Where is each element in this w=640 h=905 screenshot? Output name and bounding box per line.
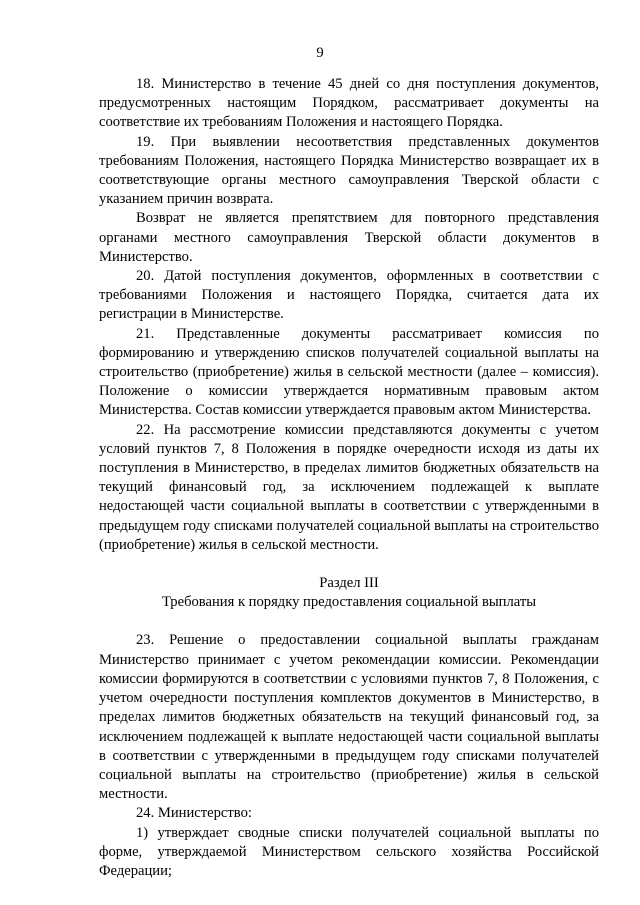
page-number: 9: [316, 45, 324, 61]
paragraph-19: 19. При выявлении несоответствия представленных документов требованиям Положения, настоящего Порядка Министерство возвращает их в соответствующие органы местного самоуправления Тверской области с указанием причин возврата.: [99, 133, 599, 208]
paragraph-20: 20. Датой поступления документов, оформленных в соответствии с требованиями Положения и настоящего Порядка, считается дата их регистрации в Министерстве.: [99, 268, 599, 323]
document-body: [99, 75, 599, 881]
section-title: Требования к порядку предоставления социальной выплаты: [161, 594, 537, 611]
paragraph-22: 22. На рассмотрение комиссии представляются документы с учетом условий пунктов 7, 8 Положения в порядке очередности исходя из даты их поступления в Министерство, в пределах лимитов бюджетных обязательств на текущий финансовый год, за исключением подлежащей к выплате недостающей части социальной выплаты в соответствии с утвержденными в предыдущем году списками получателей социальной выплаты на строительство (приобретение) жилья в сельской местности.: [99, 421, 599, 553]
paragraph-21: 21. Представленные документы рассматривает комиссия по формированию и утверждению списков получателей социальной выплаты на строительство (приобретение) жилья в сельской местности (далее – комиссия). Положение о комиссии утверждается нормативным правовым актом Министерства. Состав комиссии утверждается правовым актом Министерства.: [99, 325, 599, 419]
section-number: Раздел III: [319, 575, 379, 592]
paragraph-23: 23. Решение о предоставлении социальной выплаты гражданам Министерство принимает с учетом рекомендации комиссии. Рекомендации комиссии формируются в соответствии с условиями пунктов 7, 8 Положения, с учетом очередности поступления комплектов документов в Министерство, в пределах лимитов бюджетных обязательств на текущий финансовый год, за исключением подлежащей к выплате недостающей части социальной выплаты в соответствии с утвержденными в предыдущем году списками получателей социальной выплаты на строительство (приобретение) жилья в сельской местности.: [99, 632, 599, 803]
paragraph-18: 18. Министерство в течение 45 дней со дня поступления документов, предусмотренных настоящим Порядком, рассматривает документы на соответствие их требованиям Положения и настоящего Порядка.: [99, 76, 599, 131]
section-heading: [99, 574, 599, 612]
paragraph-24: 24. Министерство:: [136, 805, 252, 822]
paragraph-24-1: 1) утверждает сводные списки получателей социальной выплаты по форме, утверждаемой Министерством сельского хозяйства Российской Федерации;: [99, 824, 599, 879]
paragraph-return: Возврат не является препятствием для повторного представления органами местного самоуправления Тверской области документов в Министерство.: [99, 210, 599, 265]
